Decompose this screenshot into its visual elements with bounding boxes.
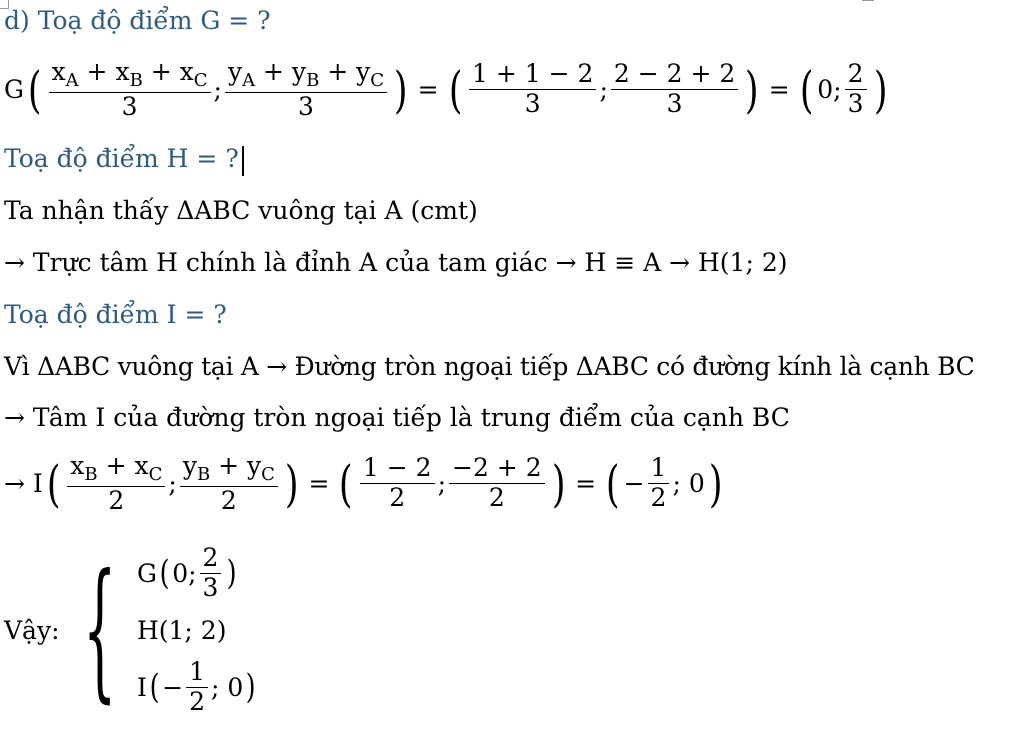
conclusion-i-label: I (136, 672, 147, 702)
i-frac-num-y-den: 2 (488, 483, 505, 513)
i-frac-x-den: 2 (108, 485, 125, 515)
h-heading: Toạ độ điểm H = ? (4, 144, 239, 173)
conclusion (4, 540, 259, 720)
i-frac-num-y-num: −2 + 2 (449, 454, 545, 484)
conclusion-g-num: 2 (200, 544, 222, 574)
equals: = (417, 75, 439, 105)
i-frac-num-y (449, 454, 545, 513)
sep: ; (213, 75, 222, 105)
paren-open: ( (339, 454, 353, 513)
paren-close: ) (873, 60, 888, 119)
i-result-den: 2 (650, 483, 667, 513)
i-line-1: Vì ΔABC vuông tại A → Đường tròn ngoại tiếp ΔABC có đường kính là cạnh BC (4, 352, 975, 381)
i-frac-y-den: 2 (220, 485, 237, 515)
paren-open: ( (27, 60, 42, 119)
i-frac-num-x (360, 454, 435, 513)
paren-close: ) (284, 454, 299, 513)
g-frac-num-x (469, 60, 596, 119)
conclusion-h (137, 606, 259, 654)
i-frac-x: $\frac{x_B + x_C}{2}$ (67, 452, 165, 515)
g-frac-num-x-num: 1 + 1 − 2 (469, 60, 596, 90)
conclusion-i-frac (186, 658, 208, 717)
conclusion-i-tail: ; 0 (210, 672, 244, 702)
sep: ; (437, 469, 446, 499)
paren-close: ) (245, 667, 256, 707)
g-formula (4, 58, 891, 121)
paren-open: ( (149, 667, 160, 707)
conclusion-g-frac (200, 544, 222, 603)
paren-close: ) (551, 454, 566, 513)
g-frac-x: $\frac{x_A + x_B + x_C}{3}$ (49, 58, 211, 121)
i-frac-y: $\frac{y_B + y_C}{2}$ (180, 452, 278, 515)
i-label: → I (4, 469, 43, 499)
i-result-minus: − (623, 469, 645, 499)
g-result-num: 2 (845, 60, 867, 90)
h-line-1: Ta nhận thấy ΔABC vuông tại A (cmt) (4, 196, 478, 225)
g-frac-y-den: 3 (298, 91, 314, 121)
i-result-frac (648, 454, 670, 513)
conclusion-g-den: 3 (202, 572, 219, 602)
brace-icon: { (82, 543, 116, 717)
sep: ; (168, 469, 177, 499)
g-frac-num-y-num: 2 − 2 + 2 (611, 60, 738, 90)
h-heading-row (4, 144, 244, 176)
g-label: G (4, 75, 24, 105)
i-formula (4, 452, 726, 515)
g-frac-num-y-den: 3 (666, 89, 683, 119)
equals: = (768, 75, 790, 105)
g-result-frac (845, 60, 867, 119)
g-heading: d) Toạ độ điểm G = ? (4, 6, 271, 35)
equals: = (575, 469, 597, 499)
g-frac-x-den: 3 (121, 91, 138, 121)
conclusion-g-label: G (136, 558, 157, 588)
i-result-num: 1 (648, 454, 670, 484)
h-line-2: → Trực tâm H chính là đỉnh A của tam giác → H ≡ A → H(1; 2) (4, 248, 788, 277)
paren-open: ( (159, 553, 170, 593)
paren-open: ( (46, 454, 61, 513)
conclusion-g (137, 540, 259, 606)
g-result-x: 0; (817, 75, 842, 105)
g-result-den: 3 (847, 89, 864, 119)
i-line-2: → Tâm I của đường tròn ngoại tiếp là trung điểm của cạnh BC (4, 403, 790, 432)
conclusion-i-minus: − (162, 672, 184, 702)
conclusion-i-num: 1 (186, 658, 208, 688)
paren-close: ) (708, 454, 723, 513)
conclusion-h-text: H(1; 2) (136, 615, 227, 645)
g-frac-num-y (611, 60, 738, 119)
paren-open: ( (448, 60, 463, 119)
conclusion-i-den: 2 (189, 686, 205, 716)
conclusion-g-x: 0; (172, 558, 197, 588)
i-frac-num-x-den: 2 (389, 483, 406, 513)
conclusion-i (137, 654, 259, 720)
g-frac-num-x-den: 3 (524, 89, 541, 119)
paren-open: ( (606, 454, 620, 513)
equals: = (308, 469, 330, 499)
text-cursor (242, 146, 244, 176)
page-top-mark (862, 0, 874, 1)
g-frac-y: $\frac{y_A + y_B + y_C}{3}$ (225, 58, 387, 121)
paren-close: ) (227, 553, 238, 593)
conclusion-system (137, 540, 259, 720)
i-result-tail: ; 0 (672, 469, 705, 499)
sep: ; (599, 75, 608, 105)
i-frac-num-x-num: 1 − 2 (360, 454, 435, 484)
paren-open: ( (799, 60, 814, 119)
i-heading: Toạ độ điểm I = ? (4, 300, 227, 329)
paren-close: ) (393, 60, 408, 119)
paren-close: ) (745, 60, 759, 119)
conclusion-label: Vậy: (4, 615, 60, 645)
